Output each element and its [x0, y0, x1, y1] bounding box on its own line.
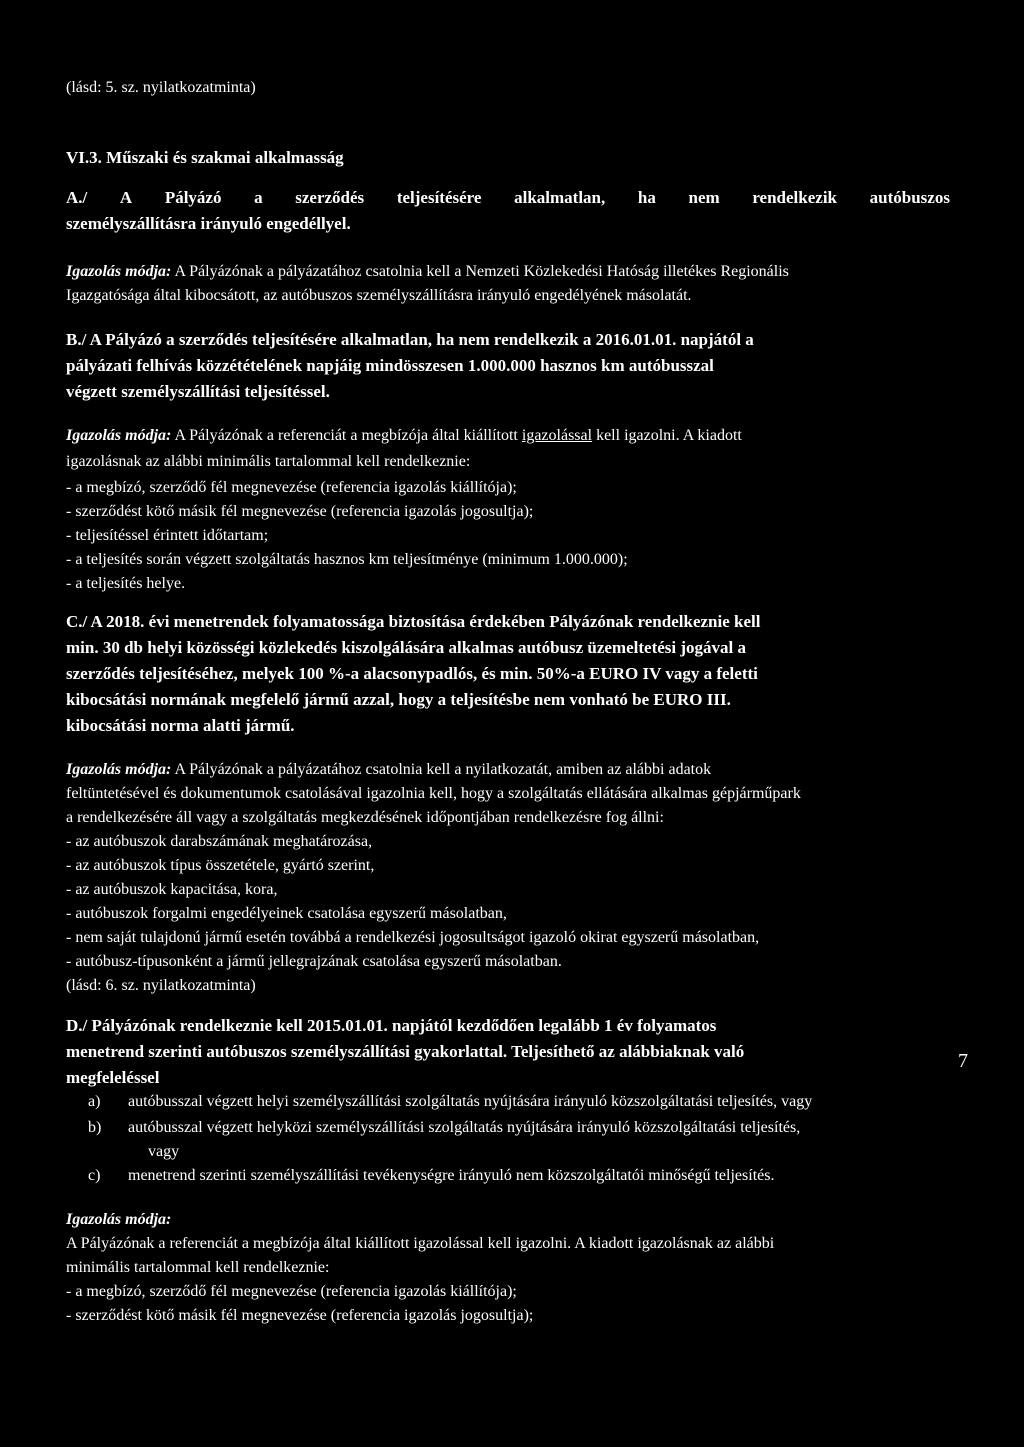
option-text: autóbusszal végzett helyközi személyszállítási szolgáltatás nyújtására irányuló közszolgáltatási teljesítés, — [128, 1119, 801, 1136]
reference-note-5: (lásd: 5. sz. nyilatkozatminta) — [66, 79, 256, 96]
word: A./ — [66, 188, 88, 207]
section-c-proof-line-3: a rendelkezésére áll vagy a szolgáltatás megkezdésének időpontjában rendelkezésre fog állni: — [66, 809, 664, 826]
section-c-proof-line-2: feltüntetésével és dokumentumok csatolásával igazolnia kell, hogy a szolgáltatás ellátására alkalmas gépjárműpark — [66, 785, 801, 802]
section-a-heading-line-2: személyszállításra irányuló engedéllyel. — [66, 214, 351, 233]
proof-text: A Pályázónak a pályázatához csatolnia kell a Nemzeti Közlekedési Hatóság illetékes Regionális — [171, 263, 789, 280]
list-item: - szerződést kötő másik fél megnevezése (referencia igazolás jogosultja); — [66, 1307, 534, 1324]
section-d-heading-line: megfeleléssel — [66, 1068, 160, 1087]
section-d-proof-line-2: minimális tartalommal kell rendelkeznie: — [66, 1259, 330, 1276]
list-item: - a megbízó, szerződő fél megnevezése (referencia igazolás kiállítója); — [66, 479, 517, 496]
reference-note-6: (lásd: 6. sz. nyilatkozatminta) — [66, 977, 256, 994]
proof-label: Igazolás módja: — [66, 263, 172, 280]
list-item: - a teljesítés helye. — [66, 575, 186, 592]
section-c-heading-line: min. 30 db helyi közösségi közlekedés kiszolgálására alkalmas autóbusz üzemeltetési jogával a — [66, 638, 746, 657]
proof-text: A Pályázónak a referenciát a megbízója által kiállított — [171, 427, 522, 444]
section-d-heading-line: D./ Pályázónak rendelkeznie kell 2015.01.01. napjától kezdődően legalább 1 év folyamatos — [66, 1016, 717, 1035]
section-b-heading-line-2: pályázati felhívás közzétételének napjáig mindösszesen 1.000.000 hasznos km autóbusszal — [66, 356, 714, 375]
section-a-proof-line-1 — [66, 262, 789, 282]
section-d-proof-line-1: A Pályázónak a referenciát a megbízója által kiállított igazolással kell igazolni. A kiadott igazolásnak az alábbi — [66, 1235, 775, 1252]
option-b — [66, 1118, 800, 1138]
word: A — [119, 188, 133, 207]
proof-text: kell igazolni. A kiadott — [592, 427, 742, 444]
list-item: - az autóbuszok típus összetétele, gyártó szerint, — [66, 857, 375, 874]
word: alkalmatlan, — [514, 188, 606, 207]
word: nem — [688, 188, 720, 207]
option-text: menetrend szerinti személyszállítási tevékenységre irányuló nem közszolgáltatói minőségű teljesítés. — [128, 1167, 775, 1184]
option-label: a) — [88, 1093, 101, 1110]
section-c-heading-line: kibocsátási normának megfelelő jármű azzal, hogy a teljesítésbe nem vonható be EURO III. — [66, 690, 731, 709]
section-title: VI.3. Műszaki és szakmai alkalmasság — [66, 148, 344, 167]
option-a — [66, 1092, 812, 1112]
section-a-heading-line-1 — [66, 188, 950, 208]
list-item: - a megbízó, szerződő fél megnevezése (referencia igazolás kiállítója); — [66, 1283, 517, 1300]
list-item: - autóbusz-típusonként a jármű jellegrajzának csatolása egyszerű másolatban. — [66, 953, 562, 970]
page-number: 7 — [958, 1050, 968, 1072]
section-d-proof-label: Igazolás módja: — [66, 1211, 172, 1228]
list-item: - az autóbuszok darabszámának meghatározása, — [66, 833, 373, 850]
section-b-heading-line-3: végzett személyszállítási teljesítéssel. — [66, 382, 330, 401]
section-b-heading-line-1: B./ A Pályázó a szerződés teljesítésére alkalmatlan, ha nem rendelkezik a 2016.01.01. napjától a — [66, 330, 754, 349]
word: teljesítésére — [396, 188, 482, 207]
word: ha — [637, 188, 656, 207]
proof-label: Igazolás módja: — [66, 761, 172, 778]
list-item: - az autóbuszok kapacitása, kora, — [66, 881, 278, 898]
list-item: - teljesítéssel érintett időtartam; — [66, 527, 269, 544]
list-item: - szerződést kötő másik fél megnevezése (referencia igazolás jogosultja); — [66, 503, 534, 520]
section-b-proof-line-2: igazolásnak az alábbi minimális tartalommal kell rendelkeznie: — [66, 453, 471, 470]
section-c-heading-line: kibocsátási norma alatti jármű. — [66, 716, 295, 735]
section-b-proof-line-1 — [66, 426, 742, 446]
word: szerződés — [295, 188, 365, 207]
proof-text: A Pályázónak a pályázatához csatolnia kell a nyilatkozatát, amiben az alábbi adatok — [171, 761, 712, 778]
option-label: b) — [88, 1119, 102, 1136]
word: autóbuszos — [869, 188, 950, 207]
option-c — [66, 1166, 774, 1186]
option-label: c) — [88, 1167, 101, 1184]
section-d-heading-line: menetrend szerinti autóbuszos személyszállítási gyakorlattal. Teljesíthető az alábbiaknak való — [66, 1042, 745, 1061]
section-c-heading-line: C./ A 2018. évi menetrendek folyamatossága biztosítása érdekében Pályázónak rendelkeznie kell — [66, 612, 761, 631]
section-c-proof-line-1 — [66, 760, 711, 780]
word: rendelkezik — [752, 188, 837, 207]
word: a — [254, 188, 263, 207]
section-c-heading-line: szerződés teljesítéséhez, melyek 100 %-a alacsonypadlós, és min. 50%-a EURO IV vagy a feletti — [66, 664, 758, 683]
word: Pályázó — [164, 188, 222, 207]
list-item: - autóbuszok forgalmi engedélyeinek csatolása egyszerű másolatban, — [66, 905, 507, 922]
proof-label: Igazolás módja: — [66, 427, 172, 444]
section-a-proof-line-2: Igazgatósága által kibocsátott, az autóbuszos személyszállításra irányuló engedélyének másolatát. — [66, 287, 692, 304]
option-text: autóbusszal végzett helyi személyszállítási szolgáltatás nyújtására irányuló közszolgáltatási teljesítés, vagy — [128, 1093, 813, 1110]
list-item: - a teljesítés során végzett szolgáltatás hasznos km teljesítménye (minimum 1.000.000); — [66, 551, 628, 568]
list-item: - nem saját tulajdonú jármű esetén továbbá a rendelkezési jogosultságot igazoló okirat egyszerű másolatban, — [66, 929, 760, 946]
underlined-word: igazolással — [521, 427, 593, 444]
option-b-continuation: vagy — [148, 1143, 180, 1160]
